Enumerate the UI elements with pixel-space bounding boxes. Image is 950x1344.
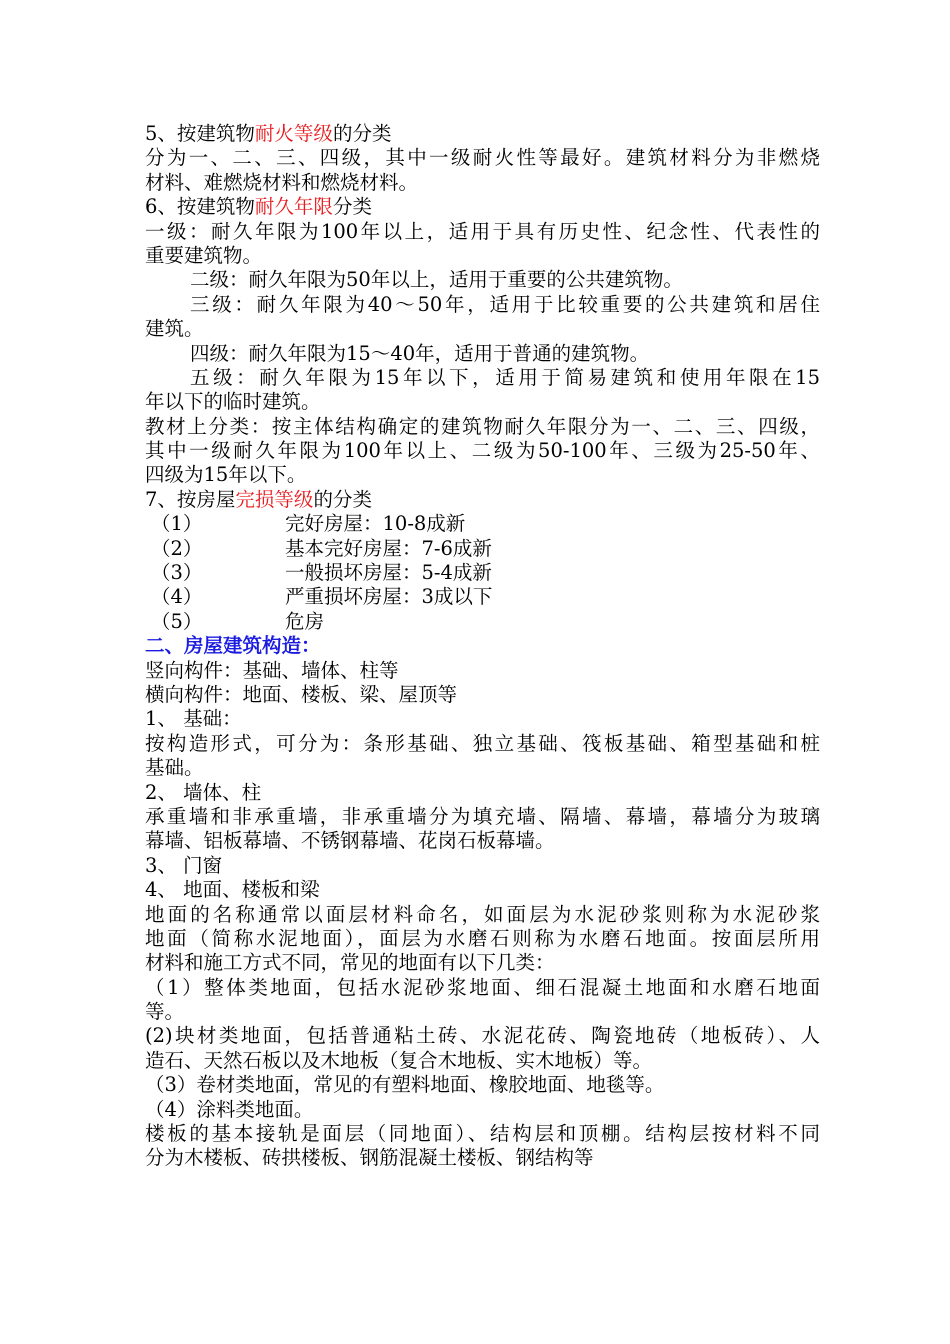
highlight-fire-rating: 耐火等级	[254, 122, 333, 145]
section-2-heading: 二、房屋建筑构造：	[145, 634, 321, 658]
paragraph-line: 二级：耐久年限为50年以上，适用于重要的公共建筑物。	[190, 268, 683, 292]
subheading-walls: 2、 墙体、柱	[145, 780, 262, 804]
paragraph-line: 建筑。	[145, 317, 204, 341]
paragraph-line: 按构造形式，可分为：条形基础、独立基础、筏板基础、箱型基础和桩	[145, 731, 820, 755]
paragraph-line: 四级为15年以下。	[145, 463, 307, 487]
paragraph-line: 三级：耐久年限为40～50年，适用于比较重要的公共建筑和居住	[190, 292, 820, 316]
document-page	[145, 122, 820, 1171]
paragraph-line: 承重墙和非承重墙，非承重墙分为填充墙、隔墙、幕墙，幕墙分为玻璃	[145, 804, 820, 828]
paragraph-line: 年以下的临时建筑。	[145, 390, 321, 414]
paragraph-line: 教材上分类：按主体结构确定的建筑物耐久年限分为一、二、三、四级，	[145, 414, 820, 438]
paragraph-line: 重要建筑物。	[145, 243, 263, 267]
subheading-foundation: 1、 基础：	[145, 707, 242, 731]
paragraph-line: 材料和施工方式不同，常见的地面有以下几类：	[145, 951, 555, 975]
section-7-heading: 7、按房屋完损等级的分类	[145, 487, 372, 511]
paragraph-line: 一级：耐久年限为100年以上，适用于具有历史性、纪念性、代表性的	[145, 219, 820, 243]
paragraph-line: 竖向构件：基础、墙体、柱等	[145, 658, 399, 682]
paragraph-line: 分为木楼板、砖拱楼板、钢筋混凝土楼板、钢结构等	[145, 1146, 594, 1170]
section-5-heading: 5、按建筑物耐火等级的分类	[145, 122, 392, 145]
paragraph-line: 造石、天然石板以及木地板（复合木地板、实木地板）等。	[145, 1048, 653, 1072]
subheading-floors: 4、 地面、楼板和梁	[145, 878, 320, 902]
paragraph-line: （1）整体类地面，包括水泥砂浆地面、细石混凝土地面和水磨石地面	[145, 975, 820, 999]
paragraph-line: (2)块材类地面，包括普通粘土砖、水泥花砖、陶瓷地砖（地板砖）、人	[145, 1024, 820, 1048]
subheading-doors-windows: 3、 门窗	[145, 853, 223, 877]
paragraph-line: 楼板的基本接轨是面层（同地面）、结构层和顶棚。结构层按材料不同	[145, 1122, 820, 1146]
paragraph-line: 等。	[145, 1000, 185, 1024]
highlight-condition-grade: 完损等级	[235, 487, 314, 511]
list-item: （5） 危房	[151, 609, 325, 633]
paragraph-line: 五级：耐久年限为15年以下，适用于简易建筑和使用年限在15	[190, 365, 820, 389]
section-6-heading: 6、按建筑物耐久年限分类	[145, 195, 372, 219]
paragraph-line: 地面的名称通常以面层材料命名，如面层为水泥砂浆则称为水泥砂浆	[145, 902, 820, 926]
paragraph-line: 幕墙、铝板幕墙、不锈钢幕墙、花岗石板幕墙。	[145, 829, 555, 853]
paragraph-line: （3）卷材类地面，常见的有塑料地面、橡胶地面、地毯等。	[145, 1073, 665, 1097]
list-item: （1） 完好房屋：10-8成新	[151, 512, 466, 536]
paragraph-line: 基础。	[145, 756, 204, 780]
list-item: （2） 基本完好房屋：7-6成新	[151, 536, 492, 560]
paragraph-line: 横向构件：地面、楼板、梁、屋顶等	[145, 682, 458, 706]
paragraph-line: 材料、难燃烧材料和燃烧材料。	[145, 170, 419, 194]
paragraph-line: 分为一、二、三、四级，其中一级耐火性等最好。建筑材料分为非燃烧	[145, 146, 820, 170]
highlight-durability: 耐久年限	[254, 195, 333, 219]
paragraph-line: 地面（简称水泥地面），面层为水磨石则称为水磨石地面。按面层所用	[145, 926, 820, 950]
paragraph-line: 四级：耐久年限为15～40年，适用于普通的建筑物。	[190, 341, 650, 365]
paragraph-line: （4）涂料类地面。	[145, 1097, 314, 1121]
list-item: （3） 一般损坏房屋：5-4成新	[151, 561, 492, 585]
list-item: （4） 严重损坏房屋：3成以下	[151, 585, 493, 609]
paragraph-line: 其中一级耐久年限为100年以上、二级为50-100年、三级为25-50年、	[145, 439, 820, 463]
